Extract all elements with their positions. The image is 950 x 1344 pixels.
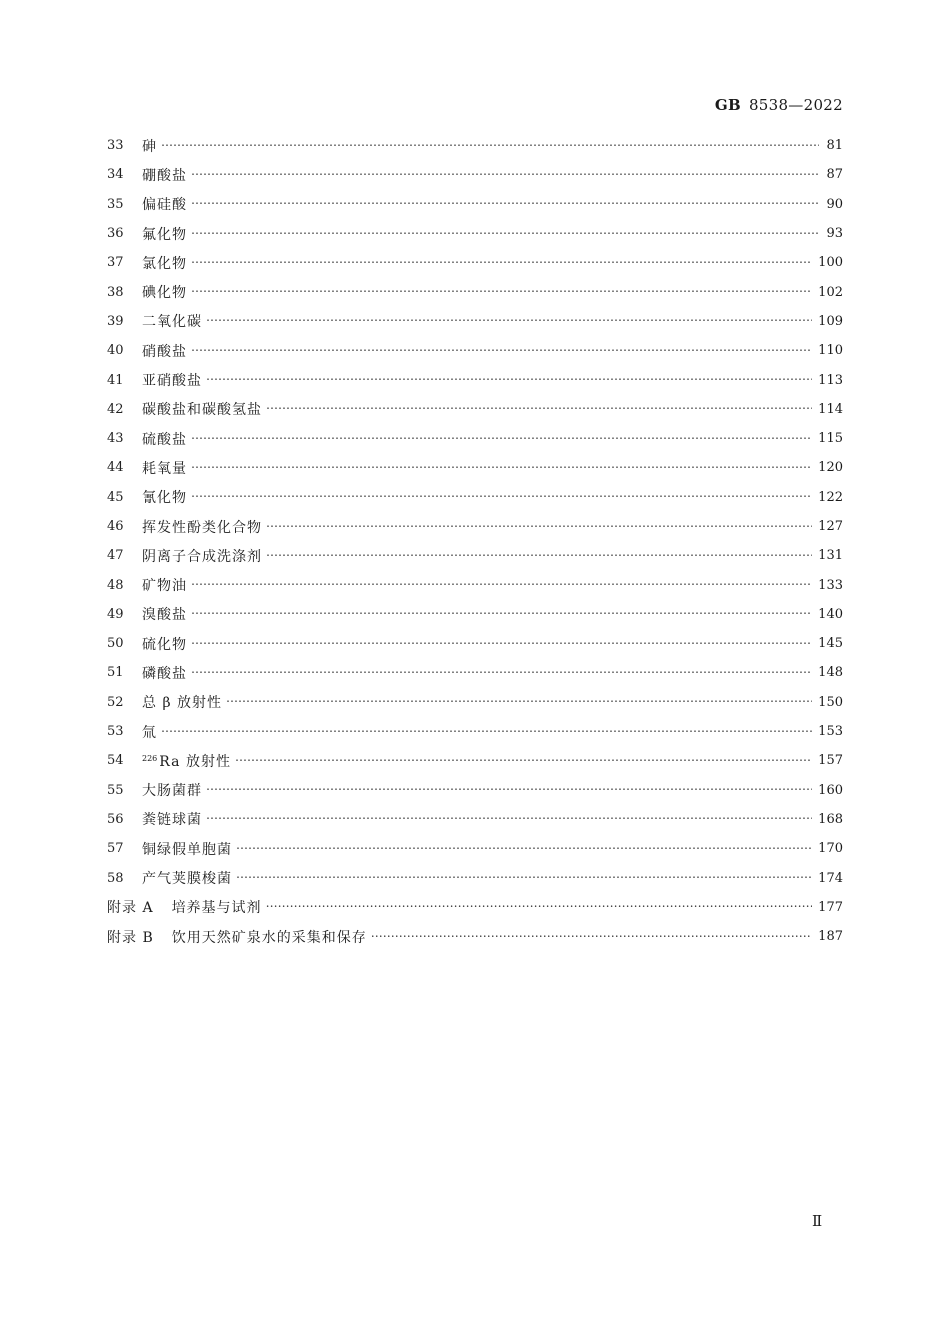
toc-entry-title — [142, 722, 157, 742]
toc-entry-title-text: 氚 — [142, 724, 157, 741]
toc-entry-title-text: 耗氧量 — [142, 460, 187, 477]
toc-entry-number: 34 — [107, 167, 124, 183]
toc-entry-title-text: 铜绿假单胞菌 — [142, 841, 232, 858]
toc-entry-title — [142, 194, 187, 214]
toc-entry-title — [142, 370, 202, 390]
toc-entry-title-text: 碘化物 — [142, 285, 187, 302]
toc-entry-number: 50 — [107, 636, 124, 652]
toc-entry-number: 48 — [107, 577, 124, 593]
toc-entry-title — [142, 311, 202, 331]
toc-entry-page: 120 — [818, 460, 843, 476]
dot-leader — [191, 637, 812, 651]
dot-leader — [206, 373, 812, 387]
toc-entry-title-text: 大肠菌群 — [142, 783, 202, 800]
dot-leader — [206, 783, 812, 797]
appendix-title: 培养基与试剂 — [171, 900, 262, 917]
toc-entry-page: 90 — [826, 196, 843, 212]
toc-entry-title — [142, 546, 262, 566]
toc-entry-page: 122 — [818, 489, 843, 505]
toc-entry[interactable] — [107, 570, 843, 599]
toc-entry-number: 52 — [107, 694, 124, 710]
dot-leader — [191, 666, 812, 680]
toc-entry-title — [142, 780, 202, 800]
toc-entry[interactable] — [107, 688, 843, 717]
toc-entry-title-text: 硝酸盐 — [142, 343, 187, 360]
dot-leader — [191, 227, 819, 241]
toc-entry-number: 33 — [107, 138, 124, 154]
toc-entry-title — [142, 575, 187, 595]
toc-entry[interactable] — [107, 277, 843, 306]
toc-entry-number: 43 — [107, 431, 124, 447]
appendix-title: 饮用天然矿泉水的采集和保存 — [171, 929, 367, 946]
toc-entry-title-text: 硫酸盐 — [142, 431, 187, 448]
toc-entry-title — [142, 487, 187, 507]
toc-entry-page: 170 — [818, 841, 843, 857]
toc-entry-title-text: 亚硝酸盐 — [142, 373, 202, 390]
toc-entry-number: 49 — [107, 606, 124, 622]
toc-entry-number: 55 — [107, 782, 124, 798]
toc-entry-number: 54 — [107, 753, 124, 769]
toc-entry-page: 168 — [818, 811, 843, 827]
toc-entry-page: 127 — [818, 519, 843, 534]
toc-entry-title-text: Ra 放射性 — [159, 753, 231, 770]
toc-entry-title-text: 碳酸盐和碳酸氢盐 — [142, 402, 262, 419]
dot-leader — [191, 285, 812, 299]
toc-entry[interactable] — [107, 453, 843, 482]
toc-entry-title — [142, 517, 262, 537]
toc-entry[interactable] — [107, 717, 843, 746]
toc-entry-title-text: 产气荚膜梭菌 — [142, 871, 232, 888]
toc-entry[interactable] — [107, 541, 843, 570]
toc-entry-title — [142, 663, 187, 683]
dot-leader — [191, 344, 812, 358]
toc-entry[interactable] — [107, 248, 843, 277]
toc-entry[interactable] — [107, 190, 843, 219]
toc-entry[interactable] — [107, 219, 843, 248]
toc-entry-title-text: 总 β 放射性 — [142, 695, 222, 712]
toc-entry-page: 157 — [818, 753, 843, 769]
toc-entry-number: 40 — [107, 343, 124, 359]
dot-leader — [266, 520, 812, 534]
toc-entry[interactable] — [107, 160, 843, 189]
toc-entry[interactable] — [107, 131, 843, 160]
toc-entry-number: 56 — [107, 811, 124, 827]
dot-leader — [191, 607, 812, 621]
toc-entry-page: 148 — [818, 665, 843, 681]
toc-entry-title — [142, 634, 187, 654]
toc-entry-title-text: 砷 — [142, 138, 157, 155]
dot-leader — [191, 578, 812, 592]
dot-leader — [206, 314, 812, 328]
toc-entry-page: 81 — [826, 138, 843, 154]
toc-entry-number: 42 — [107, 401, 124, 417]
toc-entry-page: 133 — [818, 577, 843, 593]
toc-entry-page: 100 — [818, 255, 843, 271]
dot-leader — [371, 930, 812, 944]
dot-leader — [191, 461, 812, 475]
dot-leader — [266, 402, 812, 416]
toc-entry[interactable] — [107, 746, 843, 775]
toc-entry-title — [142, 751, 231, 771]
appendix-label: 附录 A — [107, 900, 154, 917]
toc-entry-number: 37 — [107, 255, 124, 271]
toc-entry-title — [142, 839, 232, 859]
dot-leader — [235, 754, 812, 768]
toc-entry-page: 93 — [826, 226, 843, 242]
toc-entry[interactable] — [107, 365, 843, 394]
appendix-label: 附录 B — [107, 929, 154, 946]
dot-leader — [191, 168, 819, 182]
toc-entry-number: 44 — [107, 460, 124, 476]
toc-entry-title — [142, 136, 157, 156]
toc-entry-title — [142, 809, 202, 829]
toc-entry-page: 160 — [818, 782, 843, 798]
toc-entry-title-text: 硫化物 — [142, 636, 187, 653]
toc-entry-title-text: 氰化物 — [142, 490, 187, 507]
toc-entry-page: 174 — [818, 870, 843, 886]
dot-leader — [191, 197, 819, 211]
toc-entry[interactable] — [107, 424, 843, 453]
toc-appendix-entry[interactable] — [107, 893, 843, 922]
toc-entry-title — [142, 341, 187, 361]
standard-number: 8538—2022 — [748, 96, 843, 114]
toc-entry-page: 102 — [818, 284, 843, 300]
toc-entry[interactable] — [107, 805, 843, 834]
toc-entry-title — [142, 165, 187, 185]
toc-entry-title-text: 二氧化碳 — [142, 314, 202, 331]
toc-entry-page: 115 — [818, 431, 843, 447]
toc-entry-title-text: 磷酸盐 — [142, 665, 187, 682]
toc-entry-title-text: 阴离子合成洗涤剂 — [142, 548, 262, 565]
toc-entry-number: 35 — [107, 196, 124, 212]
dot-leader — [191, 490, 812, 504]
toc-entry-page: 131 — [818, 548, 843, 564]
toc-entry-title — [142, 224, 187, 244]
toc-entry-page: 140 — [818, 606, 843, 622]
toc-entry-page: 145 — [818, 636, 843, 652]
dot-leader — [226, 695, 812, 709]
toc-entry[interactable] — [107, 834, 843, 863]
toc-entry-title — [142, 429, 187, 449]
toc-entry-page: 110 — [818, 343, 843, 359]
toc-entry[interactable] — [107, 776, 843, 805]
toc-entry-number: 51 — [107, 665, 124, 681]
toc-entry-number: 58 — [107, 870, 124, 886]
document-header — [715, 96, 843, 114]
toc-entry-title — [142, 604, 187, 624]
page-number: Ⅱ — [812, 1212, 823, 1230]
toc-entry-title-text: 硼酸盐 — [142, 167, 187, 184]
toc-entry-title — [142, 868, 232, 888]
appendix-page: 187 — [818, 929, 843, 945]
table-of-contents — [107, 131, 843, 951]
toc-entry-number: 39 — [107, 313, 124, 329]
toc-entry[interactable] — [107, 658, 843, 687]
toc-entry-number: 41 — [107, 372, 124, 388]
toc-entry-page: 150 — [818, 694, 843, 710]
toc-appendix-entry[interactable] — [107, 922, 843, 951]
toc-entry-title-text: 氟化物 — [142, 226, 187, 243]
dot-leader — [161, 725, 812, 739]
dot-leader — [191, 256, 812, 270]
toc-entry-number: 53 — [107, 724, 124, 740]
toc-entry-title — [142, 253, 187, 273]
toc-entry-title-text: 粪链球菌 — [142, 812, 202, 829]
toc-entry-title-text: 偏硅酸 — [142, 197, 187, 214]
toc-entry[interactable] — [107, 395, 843, 424]
toc-entry[interactable] — [107, 307, 843, 336]
dot-leader — [236, 842, 812, 856]
toc-entry[interactable] — [107, 512, 843, 541]
toc-entry-number: 36 — [107, 226, 124, 242]
standard-code: GB — [714, 96, 741, 114]
dot-leader — [206, 812, 812, 826]
toc-entry-number: 45 — [107, 489, 124, 505]
toc-entry-title-text: 挥发性酚类化合物 — [142, 519, 262, 536]
toc-entry[interactable] — [107, 629, 843, 658]
toc-entry-title — [142, 399, 262, 419]
toc-entry-number: 47 — [107, 548, 124, 564]
toc-entry[interactable] — [107, 483, 843, 512]
toc-entry-title — [142, 692, 222, 712]
toc-entry-number: 46 — [107, 519, 124, 534]
toc-entry-title-text: 矿物油 — [142, 578, 187, 595]
toc-entry-superscript: 226 — [142, 753, 158, 763]
toc-entry[interactable] — [107, 600, 843, 629]
appendix-page: 177 — [818, 899, 843, 915]
toc-entry-number: 57 — [107, 841, 124, 857]
toc-entry-title-text: 溴酸盐 — [142, 607, 187, 624]
dot-leader — [191, 432, 812, 446]
dot-leader — [161, 139, 819, 153]
toc-entry[interactable] — [107, 336, 843, 365]
toc-entry-page: 113 — [818, 372, 843, 388]
toc-entry-page: 109 — [818, 313, 843, 329]
toc-entry-page: 153 — [818, 724, 843, 740]
toc-entry-title — [142, 458, 187, 478]
dot-leader — [266, 549, 812, 563]
dot-leader — [236, 871, 812, 885]
toc-entry[interactable] — [107, 863, 843, 892]
toc-entry-number: 38 — [107, 284, 124, 300]
toc-entry-title — [142, 282, 187, 302]
toc-entry-page: 87 — [826, 167, 843, 183]
dot-leader — [266, 900, 813, 914]
toc-entry-page: 114 — [818, 401, 843, 417]
toc-entry-title-text: 氯化物 — [142, 255, 187, 272]
